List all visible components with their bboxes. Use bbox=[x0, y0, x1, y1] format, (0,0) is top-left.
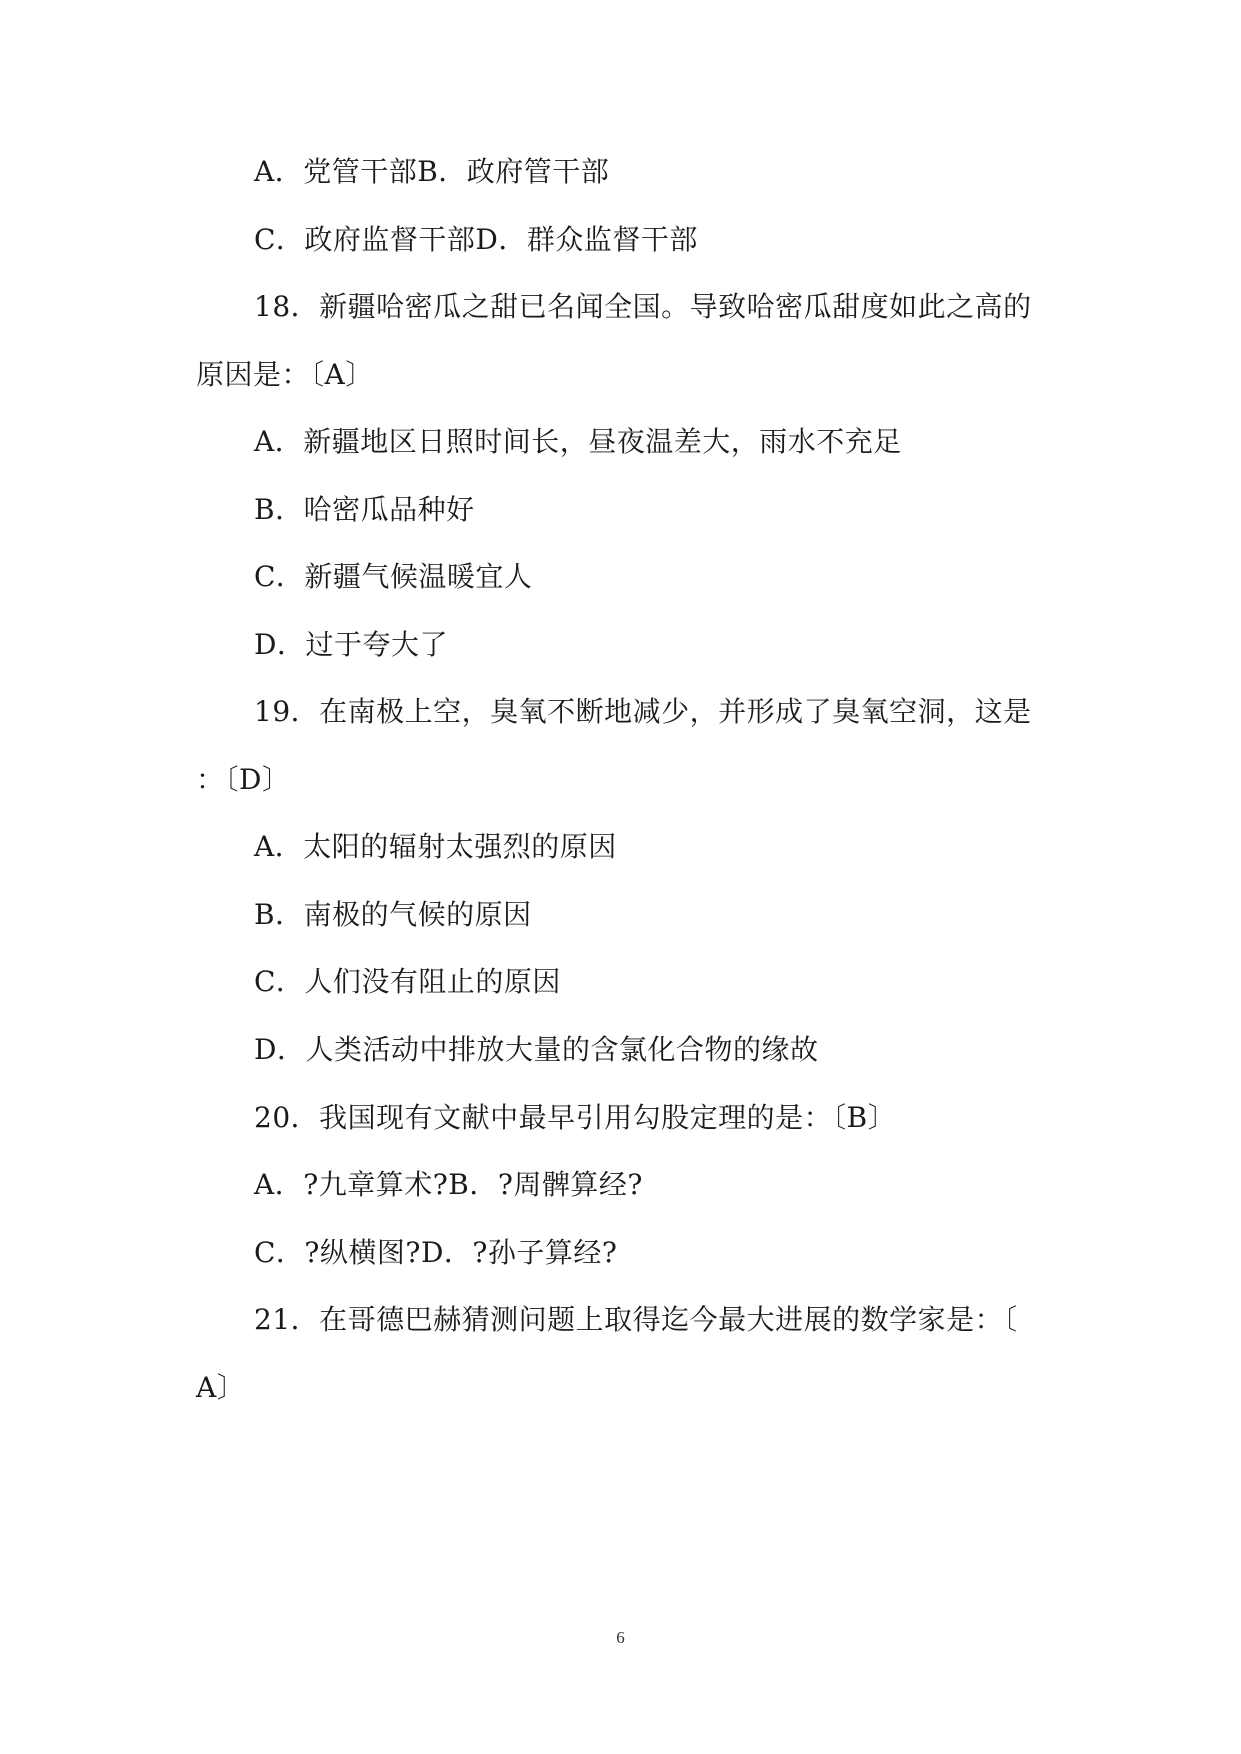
q20-options-cd: C．?纵横图?D．?孙子算经? bbox=[254, 1236, 618, 1269]
q17-options-ab: A．党管干部B．政府管干部 bbox=[254, 155, 610, 188]
q18-question-cont: 原因是：〔A〕 bbox=[196, 358, 374, 391]
q18-option-c: C．新疆气候温暖宜人 bbox=[254, 560, 533, 593]
q19-question-cont: ：〔D〕 bbox=[196, 763, 291, 796]
q19-option-b: B．南极的气候的原因 bbox=[254, 898, 532, 931]
q19-option-a: A．太阳的辐射太强烈的原因 bbox=[254, 830, 617, 863]
q21-question-cont: A〕 bbox=[196, 1371, 246, 1404]
q19-option-c: C．人们没有阻止的原因 bbox=[254, 965, 561, 998]
q18-option-d: D．过于夸大了 bbox=[254, 628, 448, 661]
q20-options-ab: A．?九章算术?B．?周髀算经? bbox=[254, 1168, 643, 1201]
q18-question: 18．新疆哈密瓜之甜已名闻全国。导致哈密瓜甜度如此之高的 bbox=[254, 290, 1032, 323]
q21-question: 21．在哥德巴赫猜测问题上取得迄今最大进展的数学家是：〔 bbox=[254, 1303, 1018, 1336]
q19-option-d: D．人类活动中排放大量的含氯化合物的缘故 bbox=[254, 1033, 819, 1066]
page-number: 6 bbox=[616, 1628, 625, 1647]
q20-question: 20．我国现有文献中最早引用勾股定理的是：〔B〕 bbox=[254, 1101, 897, 1134]
q17-options-cd: C．政府监督干部D．群众监督干部 bbox=[254, 223, 698, 256]
q18-option-a: A．新疆地区日照时间长，昼夜温差大，雨水不充足 bbox=[254, 425, 902, 458]
q19-question: 19．在南极上空，臭氧不断地减少，并形成了臭氧空洞，这是 bbox=[254, 695, 1032, 728]
q18-option-b: B．哈密瓜品种好 bbox=[254, 493, 475, 526]
